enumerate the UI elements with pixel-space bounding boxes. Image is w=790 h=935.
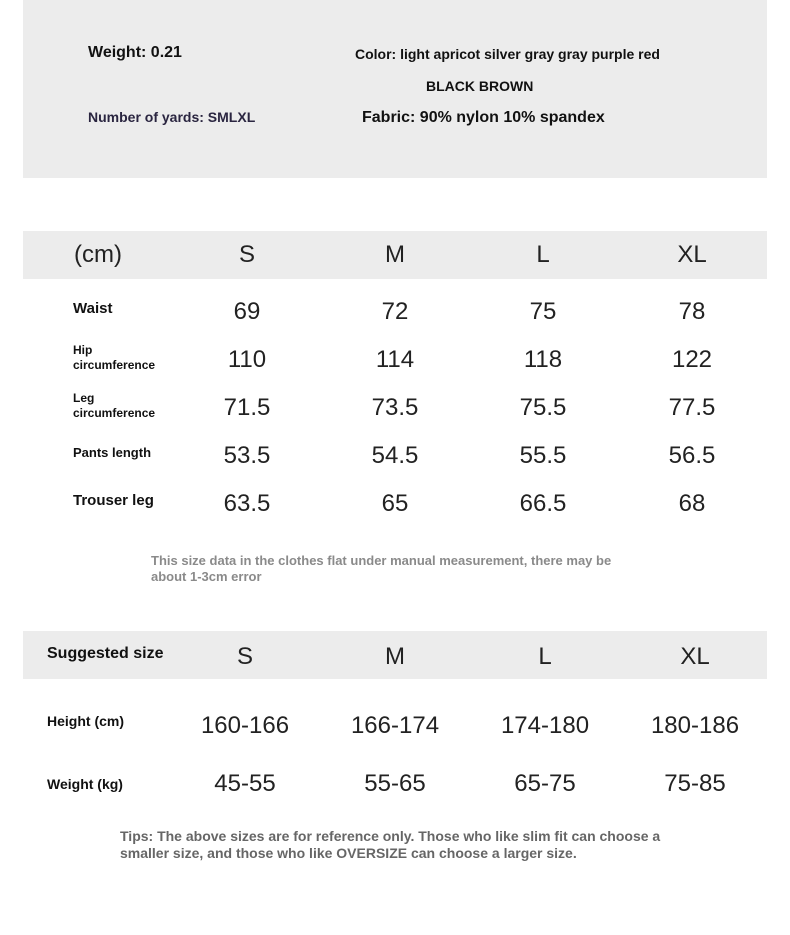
table-cell: 71.5: [223, 394, 271, 421]
tips-line1: Tips: The above sizes are for reference only. Those who like slim fit can choose a: [120, 828, 661, 844]
size-table-unit: (cm): [74, 241, 122, 268]
table-cell: 56.5: [668, 442, 716, 469]
table-cell: 180-186: [650, 712, 740, 739]
measurement-note-line1: This size data in the clothes flat under manual measurement, there may be: [151, 553, 612, 568]
suggest-header-s: S: [236, 643, 254, 670]
color-text-line1: Color: light apricot silver gray gray purple red: [355, 46, 660, 62]
table-cell: 45-55: [214, 770, 276, 797]
table-cell: 53.5: [223, 442, 271, 469]
table-cell: 118: [523, 346, 563, 373]
table-cell: 77.5: [668, 394, 716, 421]
table-cell: 72: [381, 298, 409, 325]
row-label-hip-line2: circumference: [73, 358, 156, 372]
row-label-leg: [73, 391, 155, 421]
weight-text: Weight: 0.21: [88, 44, 182, 61]
row-label-hip-line1: Hip: [73, 343, 93, 357]
table-cell: 122: [671, 346, 713, 373]
product-info-panel: [23, 0, 767, 178]
table-cell: 54.5: [371, 442, 419, 469]
measurement-note: [151, 553, 611, 585]
table-cell: 68: [678, 490, 706, 517]
size-header-l: L: [536, 241, 550, 268]
table-cell: 55-65: [364, 770, 426, 797]
table-cell: 65: [381, 490, 409, 517]
table-cell: 78: [678, 298, 706, 325]
suggest-header-xl: XL: [680, 643, 710, 670]
table-cell: 75: [529, 298, 557, 325]
table-cell: 160-166: [200, 712, 290, 739]
suggested-size-heading: Suggested size: [47, 645, 164, 662]
table-cell: 55.5: [519, 442, 567, 469]
color-text-line2: BLACK BROWN: [426, 78, 534, 94]
suggest-header-l: L: [538, 643, 552, 670]
table-cell: 63.5: [223, 490, 271, 517]
row-label-hip: [73, 343, 155, 373]
tips-note: [120, 828, 660, 862]
fabric-text: Fabric: 90% nylon 10% spandex: [362, 109, 605, 126]
table-cell: 75-85: [664, 770, 726, 797]
table-cell: 110: [227, 346, 267, 373]
table-cell: 174-180: [500, 712, 590, 739]
suggest-header-m: M: [385, 643, 405, 670]
table-cell: 166-174: [350, 712, 440, 739]
table-cell: 114: [375, 346, 415, 373]
row-label-height: Height (cm): [47, 713, 124, 729]
table-cell: 66.5: [519, 490, 567, 517]
tips-line2: smaller size, and those who like OVERSIZE can choose a larger size.: [120, 845, 577, 861]
measurement-note-line2: about 1-3cm error: [151, 569, 262, 584]
row-label-trouser-leg: Trouser leg: [73, 492, 154, 509]
table-cell: 75.5: [519, 394, 567, 421]
table-cell: 65-75: [514, 770, 576, 797]
row-label-weight: Weight (kg): [47, 776, 123, 792]
row-label-waist: Waist: [73, 300, 113, 317]
size-header-xl: XL: [677, 241, 707, 268]
size-header-m: M: [385, 241, 405, 268]
table-cell: 69: [233, 298, 261, 325]
size-header-s: S: [238, 241, 256, 268]
row-label-leg-line1: Leg: [73, 391, 95, 405]
table-cell: 73.5: [371, 394, 419, 421]
yards-text: Number of yards: SMLXL: [88, 109, 256, 125]
row-label-pants-length: Pants length: [73, 445, 152, 460]
row-label-leg-line2: circumference: [73, 406, 156, 420]
